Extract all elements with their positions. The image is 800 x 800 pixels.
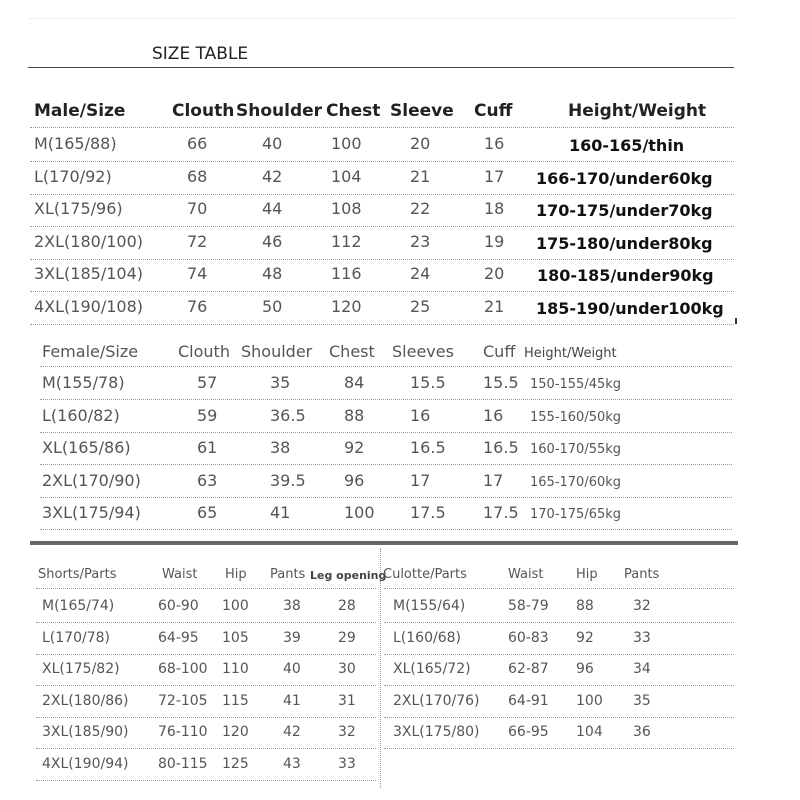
male-height-weight-cell: 175-180/under80kg	[536, 233, 713, 253]
male-row-divider	[30, 259, 734, 260]
shorts-row-divider	[36, 654, 376, 655]
male-row-divider	[30, 226, 734, 227]
culotte-value-cell: 35	[633, 692, 651, 709]
shorts-value-cell: 28	[338, 598, 356, 614]
male-row-divider	[30, 324, 734, 325]
shorts-size-cell: 3XL(185/90)	[42, 724, 129, 740]
culotte-header-cell: Hip	[576, 567, 598, 582]
shorts-value-cell: 105	[222, 629, 249, 646]
shorts-value-cell: 60-90	[158, 598, 199, 614]
female-value-cell: 41	[270, 503, 291, 522]
culotte-row-divider	[384, 748, 734, 749]
culotte-size-cell: 2XL(170/76)	[393, 692, 480, 709]
female-header-cell: Chest	[329, 342, 375, 361]
culotte-value-cell: 88	[576, 598, 594, 614]
male-value-cell: 72	[187, 231, 208, 251]
male-value-cell: 40	[262, 134, 283, 153]
female-value-cell: 36.5	[270, 405, 306, 425]
shorts-value-cell: 32	[338, 724, 356, 740]
female-value-cell: 15.5	[483, 373, 519, 392]
female-row-divider	[40, 529, 732, 530]
shorts-value-cell: 110	[222, 661, 249, 677]
title-underline	[28, 67, 734, 68]
shorts-value-cell: 76-110	[158, 724, 208, 740]
male-size-cell: M(165/88)	[34, 134, 117, 153]
male-height-weight-cell: 185-190/under100kg	[536, 298, 724, 318]
male-value-cell: 74	[187, 264, 208, 283]
shorts-header-cell: Leg opening	[310, 569, 387, 582]
culotte-value-cell: 104	[576, 724, 603, 740]
male-row-divider	[30, 194, 734, 195]
male-value-cell: 66	[187, 134, 208, 153]
male-size-cell: 2XL(180/100)	[34, 231, 144, 251]
culotte-row-divider	[384, 685, 734, 686]
shorts-size-cell: 2XL(180/86)	[42, 692, 129, 709]
female-value-cell: 57	[197, 373, 218, 392]
female-row-divider	[40, 432, 732, 433]
shorts-row-divider	[36, 685, 376, 686]
male-header-cell: Cuff	[474, 101, 513, 121]
female-value-cell: 17.5	[410, 503, 446, 522]
shorts-row-divider	[36, 717, 376, 718]
male-height-weight-cell: 166-170/under60kg	[536, 168, 713, 188]
shorts-value-cell: 80-115	[158, 755, 208, 772]
female-value-cell: 17	[410, 470, 431, 490]
male-size-cell: XL(175/96)	[34, 199, 123, 218]
shorts-size-cell: XL(175/82)	[42, 661, 120, 677]
male-value-cell: 25	[410, 296, 431, 316]
shorts-value-cell: 120	[222, 724, 249, 740]
shorts-value-cell: 100	[222, 598, 249, 614]
female-header-cell: Cuff	[483, 342, 516, 361]
male-value-cell: 17	[484, 166, 505, 186]
female-height-weight-cell: 155-160/50kg	[530, 409, 622, 425]
female-value-cell: 84	[344, 373, 365, 392]
female-size-cell: XL(165/86)	[42, 438, 131, 457]
male-value-cell: 108	[331, 199, 362, 218]
culotte-value-cell: 64-91	[508, 692, 549, 709]
culotte-header-cell: Pants	[624, 567, 660, 582]
shorts-header-cell: Shorts/Parts	[38, 567, 117, 582]
female-height-weight-cell: 170-175/65kg	[530, 507, 622, 522]
text-cursor	[735, 318, 737, 324]
culotte-value-cell: 36	[633, 724, 651, 740]
male-header-divider	[30, 127, 734, 128]
shorts-header-cell: Pants	[270, 567, 306, 582]
female-header-divider	[40, 366, 732, 367]
shorts-value-cell: 38	[283, 598, 301, 614]
female-row-divider	[40, 399, 732, 400]
culotte-size-cell: XL(165/72)	[393, 661, 471, 677]
female-height-weight-cell: 150-155/45kg	[530, 377, 622, 392]
culotte-value-cell: 34	[633, 661, 651, 677]
female-header-cell: Height/Weight	[524, 346, 617, 361]
female-value-cell: 65	[197, 503, 218, 522]
male-header-cell: Shoulder	[236, 101, 323, 121]
male-row-divider	[30, 291, 734, 292]
male-height-weight-cell: 160-165/thin	[569, 136, 685, 155]
female-value-cell: 16	[410, 405, 431, 425]
shorts-value-cell: 30	[338, 661, 356, 677]
male-value-cell: 46	[262, 231, 283, 251]
culotte-value-cell: 58-79	[508, 598, 549, 614]
shorts-row-divider	[36, 780, 376, 781]
culotte-row-divider	[384, 654, 734, 655]
female-header-cell: Shoulder	[241, 342, 313, 361]
male-value-cell: 44	[262, 199, 283, 218]
female-row-divider	[40, 464, 732, 465]
female-value-cell: 92	[344, 438, 365, 457]
culotte-value-cell: 100	[576, 692, 603, 709]
culotte-header-divider	[384, 588, 734, 589]
column-divider	[380, 548, 381, 788]
shorts-value-cell: 29	[338, 629, 356, 646]
male-value-cell: 18	[484, 199, 505, 218]
female-value-cell: 39.5	[270, 470, 306, 490]
culotte-size-cell: 3XL(175/80)	[393, 724, 480, 740]
male-value-cell: 70	[187, 199, 208, 218]
female-header-cell: Female/Size	[42, 342, 139, 361]
culotte-header-cell: Culotte/Parts	[383, 567, 467, 582]
male-size-cell: L(170/92)	[34, 166, 112, 186]
male-height-weight-cell: 170-175/under70kg	[536, 201, 713, 220]
page-title: SIZE TABLE	[152, 44, 249, 64]
shorts-header-cell: Hip	[225, 567, 247, 582]
female-value-cell: 16.5	[410, 438, 446, 457]
male-value-cell: 76	[187, 296, 208, 316]
culotte-row-divider	[384, 717, 734, 718]
female-value-cell: 16.5	[483, 438, 519, 457]
culotte-size-cell: L(160/68)	[393, 629, 461, 646]
culotte-value-cell: 33	[633, 629, 651, 646]
male-value-cell: 48	[262, 264, 283, 283]
shorts-size-cell: 4XL(190/94)	[42, 755, 129, 772]
male-size-cell: 4XL(190/108)	[34, 296, 144, 316]
male-value-cell: 20	[410, 134, 431, 153]
male-value-cell: 23	[410, 231, 431, 251]
male-height-weight-cell: 180-185/under90kg	[537, 266, 714, 285]
female-value-cell: 38	[270, 438, 291, 457]
shorts-value-cell: 64-95	[158, 629, 199, 646]
female-value-cell: 35	[270, 373, 291, 392]
male-value-cell: 22	[410, 199, 431, 218]
male-header-cell: Male/Size	[34, 101, 126, 121]
female-value-cell: 96	[344, 470, 365, 490]
shorts-header-divider	[36, 588, 376, 589]
shorts-row-divider	[36, 748, 376, 749]
female-value-cell: 63	[197, 470, 218, 490]
culotte-value-cell: 32	[633, 598, 651, 614]
female-value-cell: 100	[344, 503, 375, 522]
male-value-cell: 24	[410, 264, 431, 283]
male-value-cell: 104	[331, 166, 362, 186]
culotte-header-cell: Waist	[508, 567, 544, 582]
female-height-weight-cell: 165-170/60kg	[530, 474, 622, 490]
male-row-divider	[30, 161, 734, 162]
shorts-value-cell: 39	[283, 629, 301, 646]
male-header-cell: Clouth	[172, 101, 235, 121]
female-size-cell: 2XL(170/90)	[42, 470, 141, 490]
shorts-value-cell: 72-105	[158, 692, 208, 709]
culotte-value-cell: 62-87	[508, 661, 549, 677]
male-value-cell: 20	[484, 264, 505, 283]
female-size-cell: M(155/78)	[42, 373, 125, 392]
shorts-value-cell: 42	[283, 724, 301, 740]
female-size-cell: L(160/82)	[42, 405, 120, 425]
female-value-cell: 59	[197, 405, 218, 425]
culotte-value-cell: 66-95	[508, 724, 549, 740]
male-header-cell: Chest	[326, 101, 381, 121]
male-value-cell: 19	[484, 231, 505, 251]
male-value-cell: 50	[262, 296, 283, 316]
male-value-cell: 120	[331, 296, 362, 316]
shorts-size-cell: M(165/74)	[42, 598, 115, 614]
culotte-row-divider	[384, 622, 734, 623]
female-value-cell: 17	[483, 470, 504, 490]
shorts-value-cell: 33	[338, 755, 356, 772]
male-value-cell: 42	[262, 166, 283, 186]
male-value-cell: 68	[187, 166, 208, 186]
shorts-value-cell: 115	[222, 692, 249, 709]
shorts-value-cell: 43	[283, 755, 301, 772]
section-divider	[30, 541, 738, 545]
male-value-cell: 21	[484, 296, 505, 316]
female-value-cell: 16	[483, 405, 504, 425]
top-faint-divider	[28, 18, 734, 19]
male-header-cell: Sleeve	[390, 101, 454, 121]
female-value-cell: 17.5	[483, 503, 519, 522]
female-value-cell: 15.5	[410, 373, 446, 392]
female-value-cell: 61	[197, 438, 218, 457]
female-header-cell: Sleeves	[392, 342, 454, 361]
shorts-value-cell: 68-100	[158, 661, 208, 677]
male-value-cell: 21	[410, 166, 431, 186]
shorts-row-divider	[36, 622, 376, 623]
female-header-cell: Clouth	[178, 342, 230, 361]
male-value-cell: 112	[331, 231, 362, 251]
male-value-cell: 116	[331, 264, 362, 283]
male-value-cell: 16	[484, 134, 505, 153]
male-value-cell: 100	[331, 134, 362, 153]
female-row-divider	[40, 497, 732, 498]
shorts-size-cell: L(170/78)	[42, 629, 110, 646]
female-height-weight-cell: 160-170/55kg	[530, 442, 622, 457]
male-header-cell: Height/Weight	[568, 101, 707, 121]
culotte-value-cell: 60-83	[508, 629, 549, 646]
shorts-value-cell: 31	[338, 692, 356, 709]
shorts-value-cell: 41	[283, 692, 301, 709]
shorts-value-cell: 125	[222, 755, 249, 772]
male-size-cell: 3XL(185/104)	[34, 264, 144, 283]
female-size-cell: 3XL(175/94)	[42, 503, 141, 522]
culotte-size-cell: M(155/64)	[393, 598, 466, 614]
culotte-value-cell: 96	[576, 661, 594, 677]
culotte-value-cell: 92	[576, 629, 594, 646]
female-value-cell: 88	[344, 405, 365, 425]
shorts-header-cell: Waist	[162, 567, 198, 582]
shorts-value-cell: 40	[283, 661, 301, 677]
